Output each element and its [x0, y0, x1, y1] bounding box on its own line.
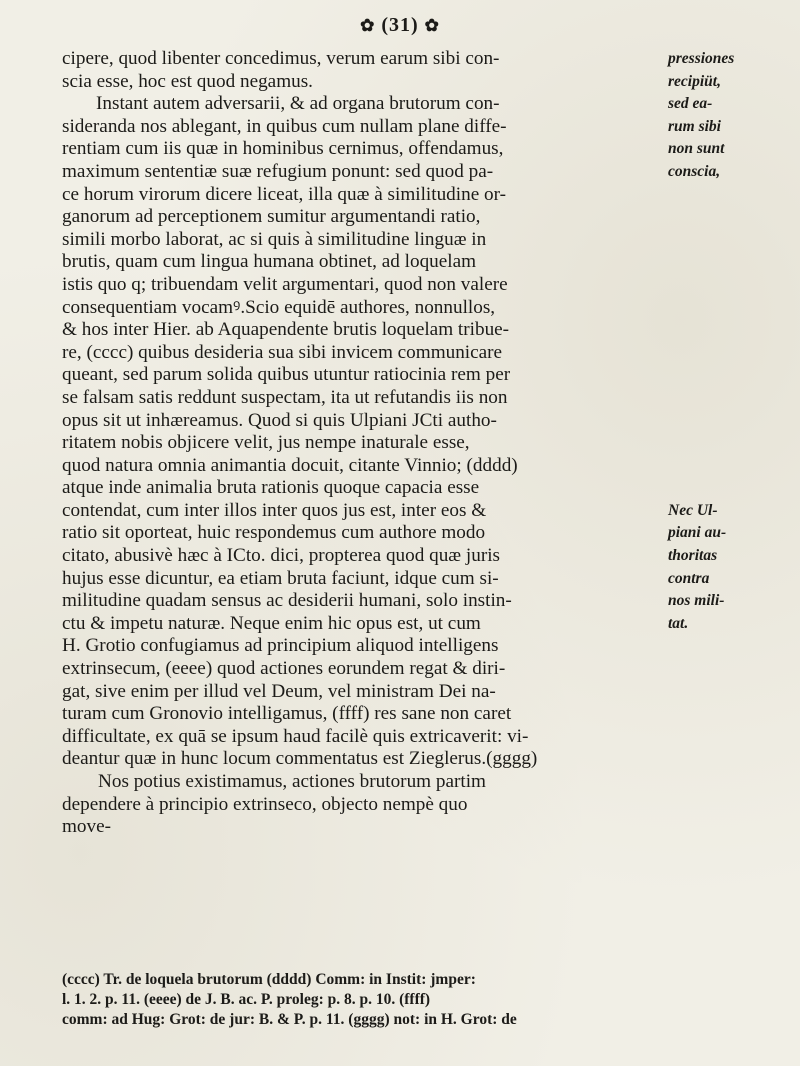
- margin-note: [668, 297, 793, 320]
- text-line: & hos inter Hier. ab Aquapendente brutis loquelam tribue-: [62, 319, 510, 341]
- text-line: Instant autem adversarii, & ad organa brutorum con-: [96, 93, 500, 115]
- margin-note: [668, 229, 793, 252]
- margin-note: sed ea-: [668, 95, 713, 113]
- margin-note: non sunt: [668, 140, 725, 158]
- margin-notes: [668, 48, 793, 635]
- margin-note: [668, 184, 793, 207]
- margin-note: [668, 455, 793, 478]
- text-line: se falsam satis reddunt suspectam, ita ut refutandis iis non: [62, 386, 508, 408]
- text-line: H. Grotio confugiamus ad principium aliquod intelligens: [62, 635, 499, 657]
- text-line: difficultate, ex quā se ipsum haud facilè quis extricaverit: vi-: [62, 725, 529, 747]
- margin-note: pressiones: [668, 50, 735, 67]
- margin-note: [668, 432, 793, 455]
- text-line: sideranda nos ablegant, in quibus cum nullam plane diffe-: [62, 115, 507, 137]
- footnote-line: comm: ad Hug: Grot: de jur: B. & P. p. 11. (gggg) not: in H. Grot: de: [62, 1011, 517, 1028]
- footnotes: [62, 970, 762, 1030]
- text-line: consequentiam vocamꝰ.Scio equidē authores, nonnullos,: [62, 296, 496, 318]
- margin-note: conscia,: [668, 162, 721, 180]
- text-line: istis quo q; tribuendam velit argumentari, quod non valere: [62, 273, 508, 295]
- margin-note: [668, 477, 793, 500]
- text-line: ce horum virorum dicere liceat, illa quæ à similitudine or-: [62, 183, 506, 205]
- text-line: quod natura omnia animantia docuit, citante Vinnio; (dddd): [62, 454, 518, 476]
- margin-note: [668, 387, 793, 410]
- margin-note: [668, 206, 793, 229]
- text-line: cipere, quod libenter concedimus, verum earum sibi con-: [62, 48, 500, 69]
- text-line: contendat, cum inter illos inter quos jus est, inter eos &: [62, 499, 487, 521]
- text-line: opus sit ut inhæreamus. Quod si quis Ulpiani JCti autho-: [62, 409, 497, 431]
- margin-note: [668, 410, 793, 433]
- text-line: ritatem nobis objicere velit, jus nempe inaturale esse,: [62, 432, 470, 454]
- text-line: ctu & impetu naturæ. Neque enim hic opus est, ut cum: [62, 612, 481, 634]
- margin-note: tat.: [668, 614, 689, 632]
- text-line: move-: [62, 816, 112, 838]
- text-line: ratio sit oporteat, huic respondemus cum authore modo: [62, 522, 486, 544]
- text-line: queant, sed parum solida quibus utuntur ratiocinia rem per: [62, 364, 511, 386]
- text-line: maximum sententiæ suæ refugium ponunt: sed quod pa-: [62, 160, 494, 182]
- text-line: atque inde animalia bruta rationis quoque capacia esse: [62, 477, 480, 499]
- main-text: [62, 48, 662, 839]
- text-line: ganorum ad perceptionem sumitur argumentandi ratio,: [62, 206, 481, 228]
- margin-note: rum sibi: [668, 117, 721, 135]
- margin-note: nos mili-: [668, 592, 725, 610]
- text-line: citato, abusivè hæc à ICto. dici, propterea quod quæ juris: [62, 545, 501, 567]
- footnote-line: (cccc) Tr. de loquela brutorum (dddd) Comm: in Instit: jmper:: [62, 971, 476, 988]
- text-line: simili morbo laborat, ac si quis à similitudine linguæ in: [62, 228, 487, 250]
- margin-note: Nec Ul-: [668, 501, 718, 519]
- margin-note: [668, 251, 793, 274]
- page-number: (31): [381, 14, 419, 36]
- text-line: turam cum Gronovio intelligamus, (ffff) res sane non caret: [62, 703, 512, 725]
- text-line: dependere à principio extrinseco, objecto nempè quo: [62, 793, 468, 815]
- margin-note: contra: [668, 569, 710, 587]
- margin-note: [668, 274, 793, 297]
- margin-note: [668, 319, 793, 342]
- text-line: extrinsecum, (eeee) quod actiones eorundem regat & diri-: [62, 658, 506, 680]
- margin-note: thoritas: [668, 547, 718, 565]
- text-line: brutis, quam cum lingua humana obtinet, ad loquelam: [62, 251, 477, 273]
- margin-note: [668, 364, 793, 387]
- ornament-left-icon: ✿: [360, 16, 376, 36]
- text-line: scia esse, hoc est quod negamus.: [62, 70, 313, 92]
- footnote-line: l. 1. 2. p. 11. (eeee) de J. B. ac. P. proleg: p. 8. p. 10. (ffff): [62, 991, 431, 1008]
- margin-note: [668, 342, 793, 365]
- text-line: deantur quæ in hunc locum commentatus est Zieglerus.(gggg): [62, 748, 538, 770]
- margin-note: piani au-: [668, 524, 727, 542]
- text-line: re, (cccc) quibus desideria sua sibi invicem communicare: [62, 341, 503, 363]
- ornament-right-icon: ✿: [424, 16, 440, 36]
- text-line: militudine quadam sensus ac desiderii humani, solo instin-: [62, 590, 512, 612]
- text-line: Nos potius existimamus, actiones brutorum partim: [98, 771, 486, 792]
- text-line: rentiam cum iis quæ in hominibus cernimus, offendamus,: [62, 138, 504, 160]
- page-header: [0, 14, 800, 37]
- text-line: hujus esse dicuntur, ea etiam bruta faciunt, idque cum si-: [62, 567, 499, 589]
- margin-note: recipiüt,: [668, 72, 721, 90]
- text-line: gat, sive enim per illud vel Deum, vel ministram Dei na-: [62, 680, 496, 702]
